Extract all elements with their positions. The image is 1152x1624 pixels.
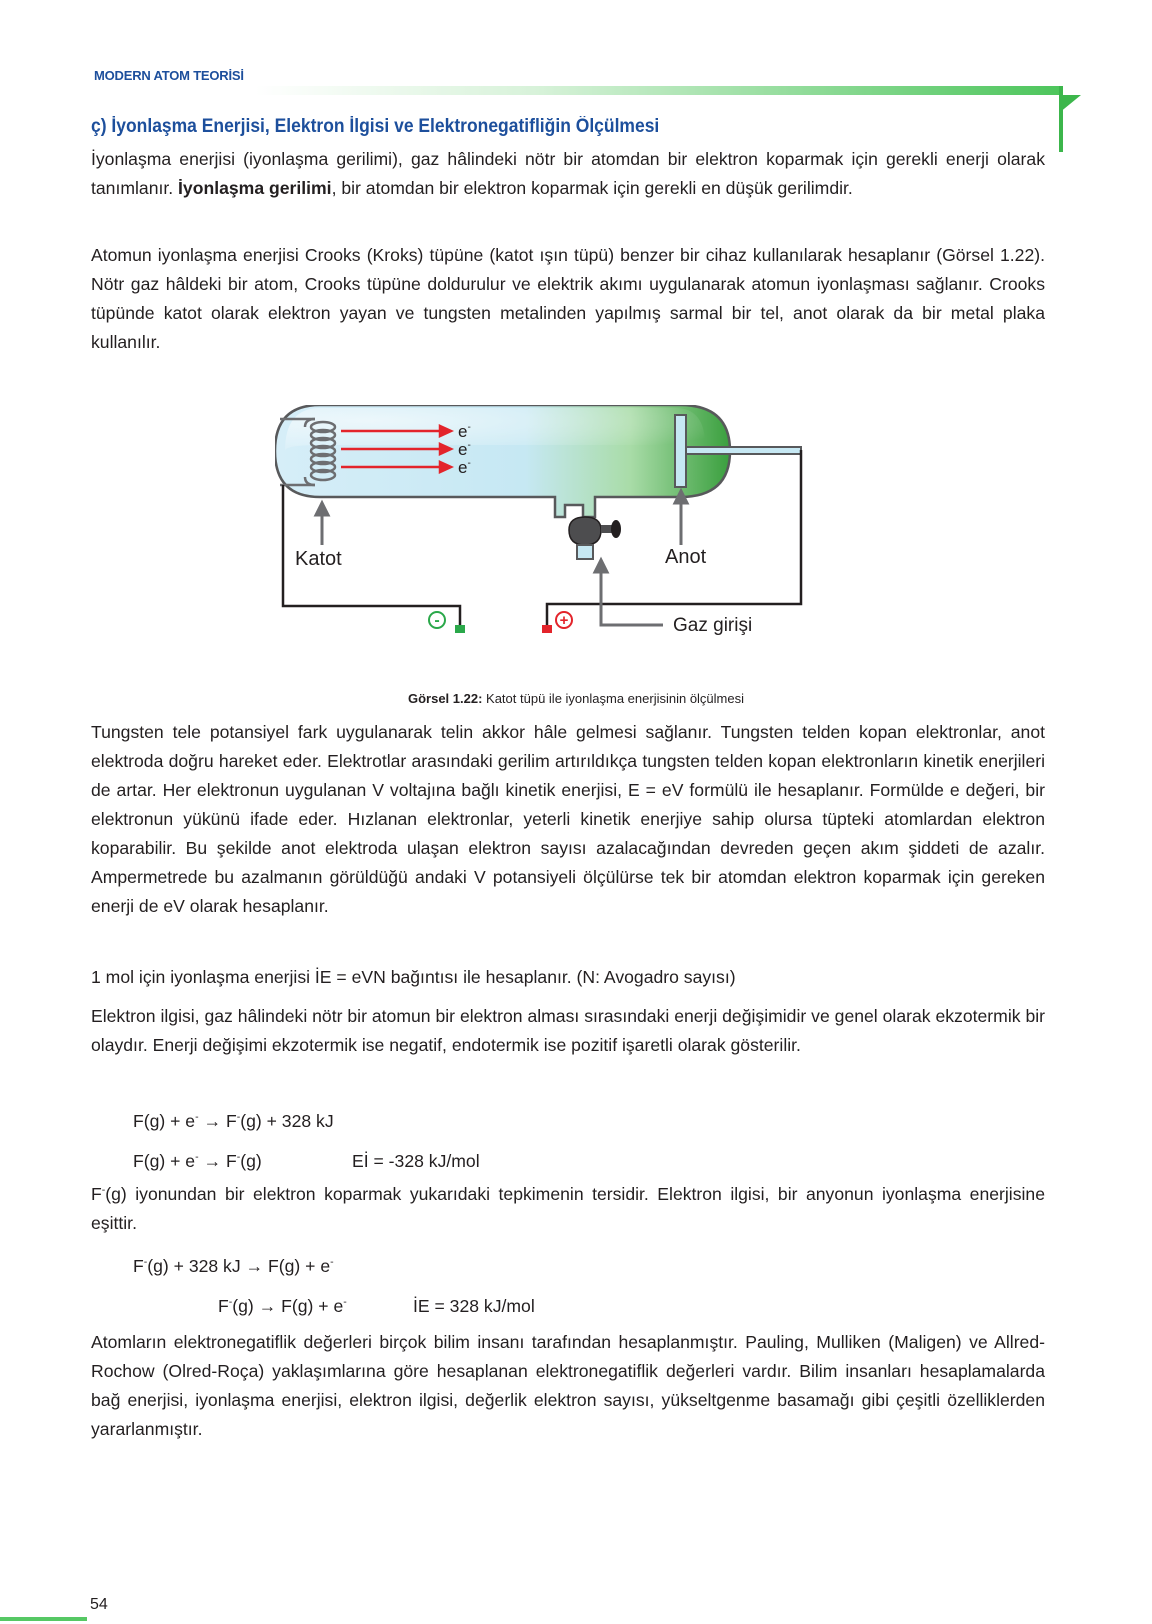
section-title: ç) İyonlaşma Enerjisi, Elektron İlgisi ve Elektronegatifliğin Ölçülmesi	[91, 116, 660, 137]
equation-1: F(g) + e- → F-(g) + 328 kJ	[133, 1111, 334, 1131]
equation-4-value: İE = 328 kJ/mol	[413, 1296, 535, 1316]
equation-3: F-(g) + 328 kJ → F(g) + e-	[133, 1256, 334, 1276]
cathode-label: Katot	[295, 548, 342, 570]
header-gradient-bar	[255, 86, 1063, 95]
equation-4: F-(g) → F(g) + e-	[218, 1296, 347, 1316]
paragraph-electron-affinity: Elektron ilgisi, gaz hâlindeki nötr bir atomun bir elektron alması sırasındaki enerji değişimidir ve genel olarak ekzotermik bir olaydır. Enerji değişimi ekzotermik ise negatif, endotermik ise pozitif işaretli olarak gösterilir.	[91, 1006, 1045, 1055]
equation-2: F(g) + e- → F-(g)	[133, 1151, 262, 1171]
chapter-header: MODERN ATOM TEORİSİ	[94, 68, 244, 83]
footer-accent-line	[0, 1617, 87, 1621]
paragraph-crooks-tube: Atomun iyonlaşma enerjisi Crooks (Kroks) tüpüne (katot ışın tüpü) benzer bir cihaz kullanılarak hesaplanır (Görsel 1.22). Nötr gaz hâldeki bir atom, Crooks tüpüne doldurulur ve elektrik akımı uygulanarak atomun iyonlaşması sağlanır. Crooks tüpünde katot olarak elektron yayan ve tungsten metalinden yapılmış sarmal bir tel, anot olarak da bir metal plaka kullanılır.	[91, 245, 1045, 352]
cathode-tube-diagram	[275, 405, 815, 670]
paragraph-electronegativity: Atomların elektronegatiflik değerleri birçok bilim insanı tarafından hesaplanmıştır. Pauling, Mulliken (Maligen) ve Allred-Rochow (Olred-Roça) yaklaşımlarına göre hesaplanan elektronegatiflik değerleri vardır. Bilim insanları hesaplamalarda bağ enerjisi, iyonlaşma enerjisi, elektron ilgisi, değerlik elektron sayısı, yükseltgenme basamağı gibi çeşitli özelliklerden yararlanmıştır.	[91, 1332, 1045, 1439]
p1-text-b: , bir atomdan bir elektron koparmak için gerekli en düşük gerilimdir.	[331, 178, 853, 198]
electron-labels	[458, 422, 471, 477]
electron-label: e-	[458, 422, 471, 441]
figure-caption	[0, 691, 1152, 706]
p1-bold-term: İyonlaşma gerilimi	[178, 178, 332, 198]
electron-label: e-	[458, 458, 471, 477]
gas-valve	[569, 517, 621, 559]
paragraph-ionization-definition	[91, 145, 1045, 203]
p1-text-a: İyonlaşma enerjisi (iyonlaşma gerilimi), gaz hâlindeki nötr bir atomdan bir elektron koparmak için gerekli enerji olarak tanımlanır.	[91, 149, 1045, 198]
equation-2-value: Eİ = -328 kJ/mol	[352, 1151, 480, 1171]
paragraph-anion-ionization: F-(g) iyonundan bir elektron koparmak yukarıdaki tepkimenin tersidir. Elektron ilgisi, bir anyonun iyonlaşma enerjisine eşittir.	[91, 1184, 1045, 1233]
paragraph-mole-formula: 1 mol için iyonlaşma enerjisi İE = eVN bağıntısı ile hesaplanır. (N: Avogadro sayısı)	[91, 967, 736, 987]
gas-inlet-label: Gaz girişi	[673, 615, 753, 636]
glass-tube	[275, 405, 730, 517]
caption-text: Katot tüpü ile iyonlaşma enerjisinin ölçülmesi	[482, 691, 744, 706]
page-number: 54	[90, 1596, 108, 1613]
anode-label: Anot	[665, 546, 707, 568]
svg-text:+: +	[559, 612, 569, 629]
caption-ref: Görsel 1.22:	[407, 691, 483, 706]
header-flag	[1059, 95, 1081, 113]
paragraph-tungsten-process: Tungsten tele potansiyel fark uygulanarak telin akkor hâle gelmesi sağlanır. Tungsten telden kopan elektronlar, anot elektroda doğru hareket eder. Elektrotlar arasındaki gerilim artırıldıkça tungsten telden kopan elektronların kinetik enerjileri de artar. Her elektronun uygulanan V voltajına bağlı kinetik enerjisi, E = eV formülü ile hesaplanır. Formülde e değeri, bir elektronun yükünü ifade eder. Hızlanan elektronlar, yeterli kinetik enerjiye sahip olursa tüpteki atomlardan elektron koparabilir. Bu şekilde anot elektroda ulaşan elektron sayısı azalacağından devreden geçen akım şiddeti de azalır. Ampermetrede bu azalmanın görüldüğü andaki V potansiyeli ölçülürse tek bir atomdan elektron koparmak için gereken enerji de eV olarak hesaplanır.	[91, 722, 1045, 916]
cathode-tube-figure	[275, 405, 815, 670]
electron-label: e-	[458, 440, 471, 459]
svg-text:-: -	[434, 612, 440, 629]
